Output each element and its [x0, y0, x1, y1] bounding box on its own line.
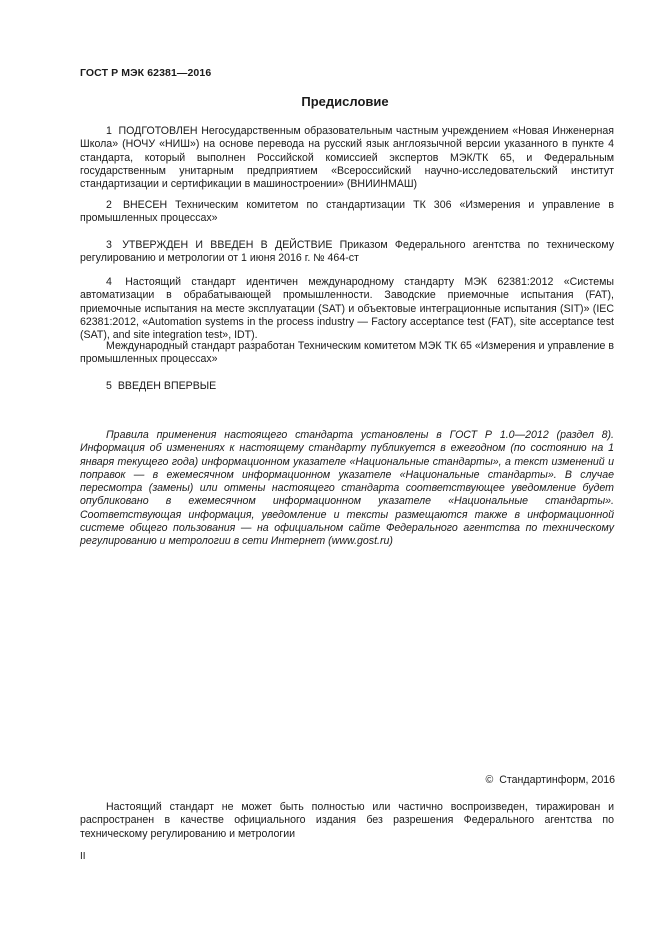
item-text: Настоящий стандарт идентичен международному стандарту МЭК 62381:2012 «Системы автоматизации в обрабатывающей промышленности. Заводские приемочные испытания (FAT), приемочные испытания на месте эксплуатации (SAT) и объектовые интеграционные испытания (SIT)» (IEC 62381:2012, «Automation systems in the process industry — Factory acceptance test (FAT), site acceptance test (SAT), and site integration test», IDT). [80, 276, 614, 342]
standard-code-header: ГОСТ Р МЭК 62381—2016 [80, 67, 212, 79]
item-text: Международный стандарт разработан Техническим комитетом МЭК ТК 65 «Измерения и управление в промышленных процессах» [80, 340, 614, 366]
item-number: 1 [106, 125, 112, 137]
copyright-sign: © [485, 774, 494, 786]
item-text: ВНЕСЕН Техническим комитетом по стандартизации ТК 306 «Измерения и управление в промышленных процессах» [80, 199, 614, 225]
item-number: 2 [106, 199, 112, 211]
foreword-item-4-note [80, 340, 614, 367]
item-text: ВВЕДЕН ВПЕРВЫЕ [117, 380, 217, 392]
foreword-item-5 [80, 380, 614, 393]
foreword-item-4 [80, 276, 614, 342]
page-number: II [80, 851, 86, 862]
item-text: ПОДГОТОВЛЕН Негосударственным образовательным частным учреждением «Новая Инженерная Школа» (НОЧУ «НИШ») на основе перевода на русский язык англоязычной версии указанного в пункте 4 стандарта, который выполнен Российской комиссией экспертов МЭК/ТК 65, и Федеральным государственным унитарным предприятием «Всероссийский научно-исследовательский институт стандартизации и сертификации в машиностроении» (ВНИИНМАШ) [80, 125, 614, 191]
copyright-text: Стандартинформ, 2016 [499, 774, 615, 786]
item-number: 3 [106, 239, 112, 251]
application-rules-notice: Правила применения настоящего стандарта установлены в ГОСТ Р 1.0—2012 (раздел 8). Информация об изменениях к настоящему стандарту публикуется в ежегодном (по состоянию на 1 января текущего года) информационном указателе «Национальные стандарты», а текст изменений и поправок — в ежемесячном информационном указателе «Национальные стандарты». В случае пересмотра (замены) или отмены настоящего стандарта соответствующее уведомление будет опубликовано в ежемесячном информационном указателе «Национальные стандарты». Соответствующая информация, уведомление и тексты размещаются также в информационной системе общего пользования — на официальном сайте Федерального агентства по техническому регулированию и метрологии в сети Интернет (www.gost.ru) [80, 429, 614, 548]
reproduction-notice: Настоящий стандарт не может быть полностью или частично воспроизведен, тиражирован и распространен в качестве официального издания без разрешения Федерального агентства по техническому регулированию и метрологии [80, 801, 614, 840]
item-number: 5 [106, 380, 112, 392]
item-number: 4 [106, 276, 112, 288]
foreword-item-1 [80, 125, 614, 191]
foreword-item-3 [80, 239, 614, 266]
page-title: Предисловие [301, 94, 389, 109]
copyright-line [485, 774, 615, 786]
foreword-item-2 [80, 199, 614, 226]
item-text: УТВЕРЖДЕН И ВВЕДЕН В ДЕЙСТВИЕ Приказом Федерального агентства по техническому регулированию и метрологии от 1 июня 2016 г. № 464-ст [80, 239, 614, 265]
